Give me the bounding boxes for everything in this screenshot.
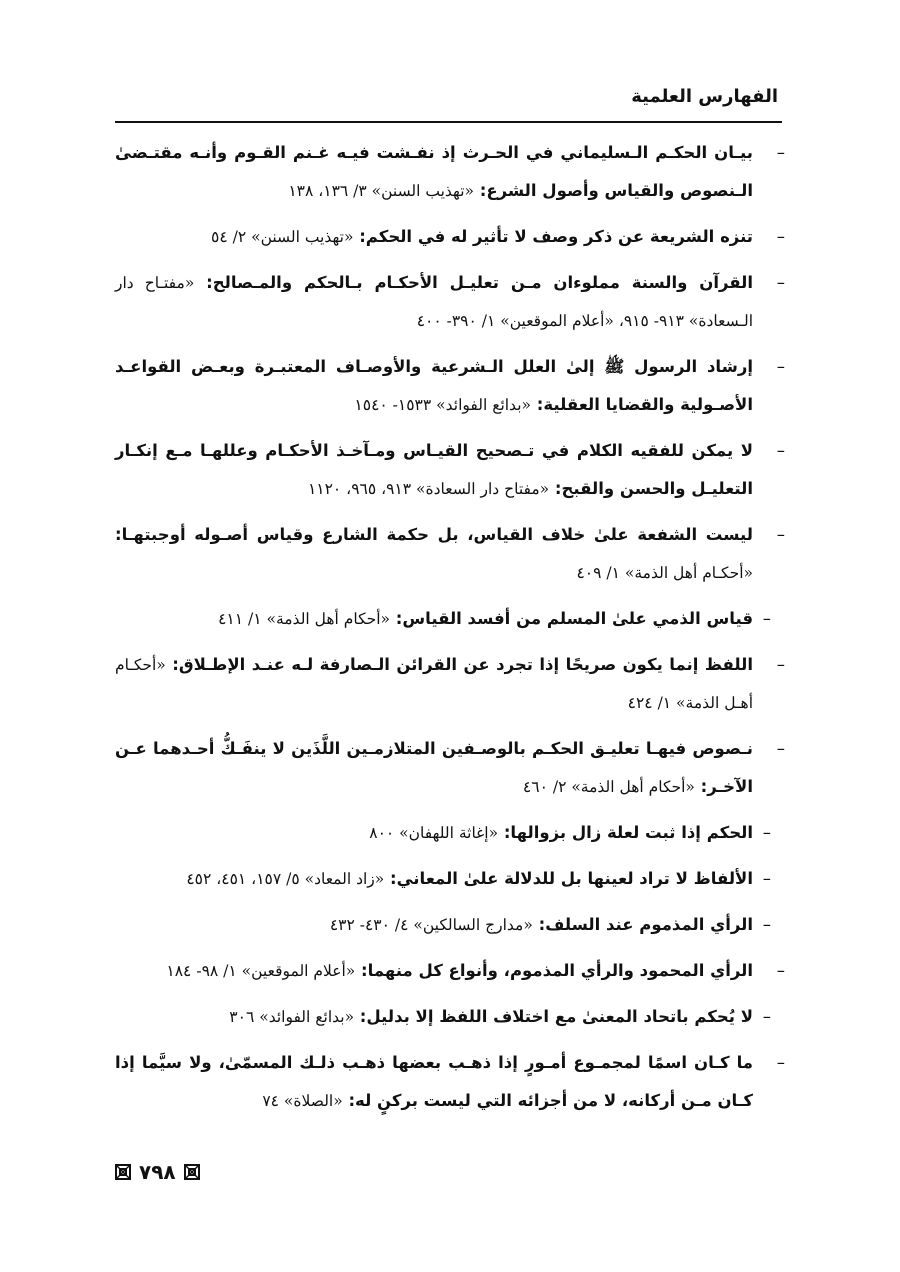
entry-topic: بيـان الحكـم الـسليماني في الحـرث إذ نفـشت فيـه غـنم القـوم وأنـه مقتـضىٰ الـنصوص والقياس وأصول الشرع: xyxy=(115,143,753,200)
entry-reference: «أحكام أهل الذمة» ٢/ ٤٦٠ xyxy=(522,778,695,796)
entry-reference: «بدائع الفوائد» ١٥٣٣- ١٥٤٠ xyxy=(354,396,531,414)
entry-dash: – xyxy=(762,609,771,628)
entry-reference: «أحكام أهل الذمة» ١/ ٤١١ xyxy=(218,610,391,628)
index-entry xyxy=(115,998,785,1036)
entry-dash: – xyxy=(776,655,785,674)
entry-dash: – xyxy=(776,143,785,162)
entry-dash: – xyxy=(776,1053,785,1072)
entry-reference: «تهذيب السنن» ٣/ ١٣٦، ١٣٨ xyxy=(288,182,475,200)
index-entry xyxy=(115,516,785,592)
entry-topic: تنزه الشريعة عن ذكر وصف لا تأثير له في الحكم: xyxy=(353,227,753,246)
entry-dash: – xyxy=(776,357,785,376)
index-entry xyxy=(115,730,785,806)
entry-dash: – xyxy=(762,869,771,888)
entry-reference: «تهذيب السنن» ٢/ ٥٤ xyxy=(211,228,354,246)
entry-reference: «بدائع الفوائد» ٣٠٦ xyxy=(229,1008,355,1026)
entry-topic: نـصوص فيهـا تعليـق الحكـم بالوصـفين المتلازمـين اللَّذَين لا ينفَـكُّ أحـدهما عـن الآخـر: xyxy=(115,739,753,796)
index-entry xyxy=(115,814,785,852)
entry-dash: – xyxy=(776,227,785,246)
entry-dash: – xyxy=(762,915,771,934)
index-entry xyxy=(115,860,785,898)
entry-topic: ما كـان اسمًا لمجمـوع أمـورٍ إذا ذهـب بعضها ذهـب ذلـك المسمّىٰ، ولا سيَّما إذا كـان مـن أركانه، لا من أجزائه التي ليست بركنٍ له: xyxy=(115,1053,753,1110)
entry-topic: إرشاد الرسول ﷺ إلىٰ العلل الـشرعية والأوصـاف المعتبـرة وبعـض القواعـد الأصـولية والقضايا العقلية: xyxy=(115,357,753,414)
entry-topic: الحكم إذا ثبت لعلة زال بزوالها: xyxy=(498,823,753,842)
entry-reference: «الصلاة» ٧٤ xyxy=(262,1092,343,1110)
index-entry-list xyxy=(115,134,785,1128)
entry-topic: قياس الذمي علىٰ المسلم من أفسد القياس: xyxy=(390,609,753,628)
entry-reference: «مفتـاح دار الـسعادة» ٩١٣- ٩١٥، «أعلام الموقعين» ١/ ٣٩٠- ٤٠٠ xyxy=(115,274,753,330)
entry-topic: لا يُحكم باتحاد المعنىٰ مع اختلاف اللفظ إلا بدليل: xyxy=(354,1007,753,1026)
entry-topic: اللفظ إنما يكون صريحًا إذا تجرد عن القرائن الـصارفة لـه عنـد الإطـلاق: xyxy=(165,655,753,674)
index-entry xyxy=(115,348,785,424)
index-entry xyxy=(115,906,785,944)
entry-dash: – xyxy=(762,1007,771,1026)
index-entry xyxy=(115,600,785,638)
entry-topic: لا يمكن للفقيه الكلام في تـصحيح القيـاس ومـآخـذ الأحكـام وعللهـا مـع إنكـار التعليـل والحسن والقبح: xyxy=(115,441,753,498)
ornament-left-icon xyxy=(115,1164,131,1180)
index-entry xyxy=(115,264,785,340)
entry-dash: – xyxy=(776,961,785,980)
entry-reference: «أعلام الموقعين» ١/ ٩٨- ١٨٤ xyxy=(166,962,356,980)
header-rule xyxy=(115,121,782,123)
entry-dash: – xyxy=(762,823,771,842)
entry-topic: ليست الشفعة علىٰ خلاف القياس، بل حكمة الشارع وقياس أصـوله أوجبتهـا: xyxy=(115,525,753,544)
index-entry xyxy=(115,218,785,256)
entry-reference: «زاد المعاد» ٥/ ١٥٧، ٤٥١، ٤٥٢ xyxy=(186,870,385,888)
entry-dash: – xyxy=(776,739,785,758)
index-entry xyxy=(115,1044,785,1120)
entry-topic: القرآن والسنة مملوءان مـن تعليـل الأحكـام بـالحكم والمـصالح: xyxy=(194,273,753,292)
running-title: الفهارس العلمية xyxy=(631,86,778,107)
index-entry xyxy=(115,952,785,990)
index-entry xyxy=(115,134,785,210)
index-entry xyxy=(115,432,785,508)
entry-topic: الرأي المذموم عند السلف: xyxy=(532,915,753,934)
ornament-right-icon xyxy=(184,1164,200,1180)
entry-topic: الألفاظ لا تراد لعينها بل للدلالة علىٰ المعاني: xyxy=(384,869,753,888)
entry-reference: «أحكـام أهل الذمة» ١/ ٤٠٩ xyxy=(576,564,753,582)
entry-reference: «إغاثة اللهفان» ٨٠٠ xyxy=(369,824,499,842)
page-number: ٧٩٨ xyxy=(139,1160,176,1184)
entry-reference: «أحكـام أهـل الذمة» ١/ ٤٢٤ xyxy=(115,656,753,712)
entry-topic: الرأي المحمود والرأي المذموم، وأنواع كل منهما: xyxy=(355,961,753,980)
page-footer xyxy=(115,1157,200,1187)
entry-reference: «مدارج السالكين» ٤/ ٤٣٠- ٤٣٢ xyxy=(329,916,533,934)
index-entry xyxy=(115,646,785,722)
entry-reference: «مفتاح دار السعادة» ٩١٣، ٩٦٥، ١١٢٠ xyxy=(307,480,550,498)
entry-dash: – xyxy=(776,273,785,292)
entry-dash: – xyxy=(776,525,785,544)
entry-dash: – xyxy=(776,441,785,460)
